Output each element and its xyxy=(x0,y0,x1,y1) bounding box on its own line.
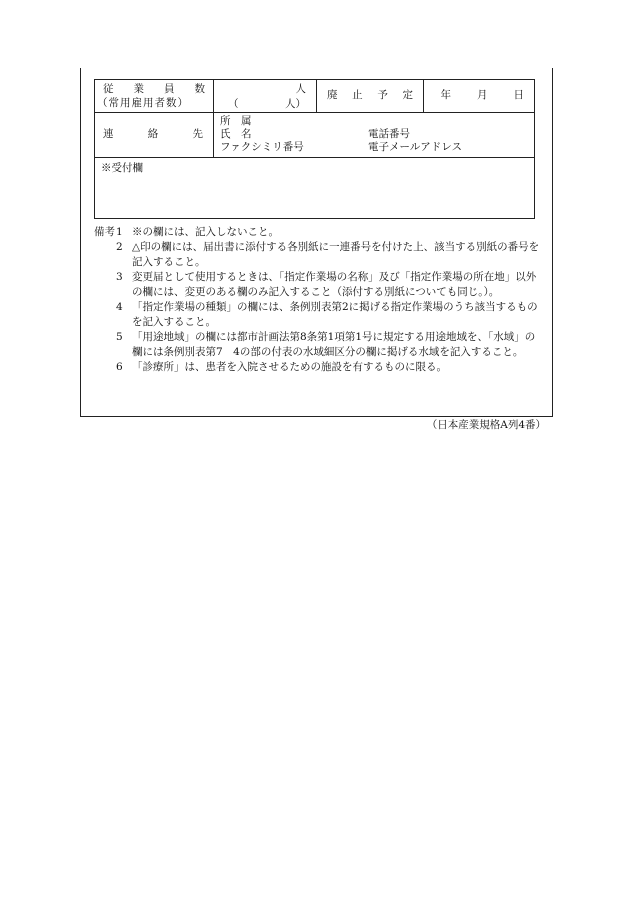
date-parts: 年 月 日 xyxy=(440,89,524,101)
employees-label: 従 業 員 数 xyxy=(103,83,205,95)
remarks-heading: 備考 xyxy=(94,226,115,238)
count-unit: 人 xyxy=(295,83,306,95)
remark-item: 3 変更届として使用するときは、「指定作業場の名称」及び「指定作業場の所在地」以外の欄には、変更のある欄のみ記入すること（添付する別紙についても同じ。）。 xyxy=(116,271,537,298)
paper-size-note: （日本産業規格A列4番） xyxy=(426,419,546,431)
employees-row xyxy=(95,80,535,113)
notification-form-table xyxy=(94,79,535,219)
remark-item: 2 △印の欄には、届出書に添付する各別紙に一連番号を付けた上、該当する別紙の番号を記入すること。 xyxy=(116,241,540,268)
haishi-date-field[interactable] xyxy=(424,80,535,113)
contact-label-cell xyxy=(95,113,214,158)
remark-item: 5 「用途地域」の欄には都市計画法第8条第1項第1号に規定する用途地域を、「水域」の欄には条例別表第7 4の部の付表の水域細区分の欄に掲げる水域を記入すること。 xyxy=(116,331,536,358)
contact-label: 連 絡 先 xyxy=(103,128,203,140)
contact-row xyxy=(95,113,535,158)
employees-sublabel: （常用雇用者数） xyxy=(97,97,189,109)
employee-count-field[interactable] xyxy=(214,80,317,113)
employees-label-cell xyxy=(95,80,214,113)
contact-line: 所 属 xyxy=(220,115,252,127)
remark-item: 備考 1 ※の欄には、記入しないこと。 xyxy=(94,226,279,238)
contact-line: 氏 名 電話番号 xyxy=(220,128,410,140)
haishi-label: 廃 止 予 定 xyxy=(327,89,413,101)
haishi-label-cell xyxy=(317,80,424,113)
contact-field[interactable] xyxy=(214,113,535,158)
remark-item: 6 「診療所」は、患者を入院させるための施設を有するものに限る。 xyxy=(116,361,447,373)
remarks-section xyxy=(94,225,544,375)
regular-count-paren: （ 人） xyxy=(228,98,306,110)
reception-row xyxy=(95,158,535,219)
remark-item: 4 「指定作業場の種類」の欄には、条例別表第2に掲げる指定作業場のうち該当するものを記入すること。 xyxy=(116,301,538,328)
contact-line: ファクシミリ番号 電子メールアドレス xyxy=(220,141,462,153)
reception-label: ※受付欄 xyxy=(101,162,143,174)
reception-field xyxy=(95,158,535,219)
